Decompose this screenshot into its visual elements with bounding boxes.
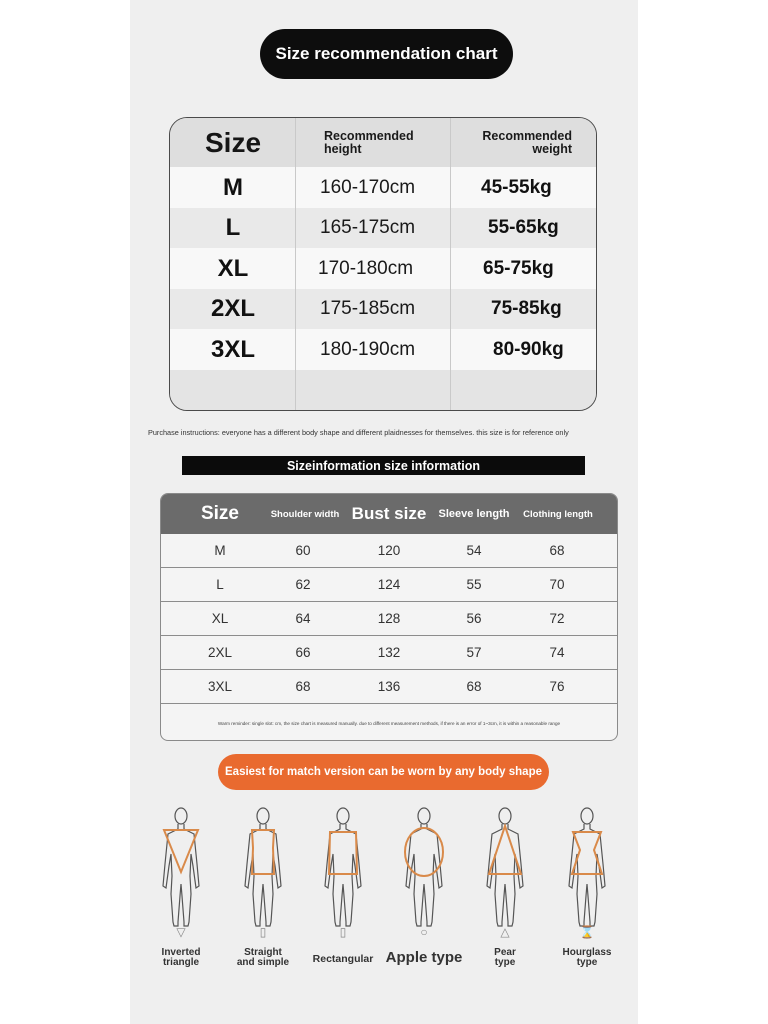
header-bust-size: Bust size: [351, 504, 427, 523]
body-type-label: [465, 948, 545, 968]
body-type-label-line1: Apple type: [385, 949, 463, 966]
size-cell: 3XL: [207, 679, 233, 694]
sleeve-cell: 56: [466, 611, 482, 626]
size-cell: 3XL: [210, 335, 255, 363]
body-figure-icon: [547, 804, 627, 929]
bust-cell: 120: [377, 543, 401, 558]
body-type-label-line1: Hourglass: [562, 947, 612, 958]
height-cell: 180-190cm: [320, 338, 416, 360]
shoulder-cell: 60: [295, 543, 311, 558]
sleeve-cell: 57: [466, 645, 482, 660]
height-cell: 175-185cm: [320, 298, 416, 319]
body-type-label-line2: triangle: [162, 957, 200, 968]
shoulder-cell: 66: [295, 645, 311, 660]
header-clothing-length: Clothing length: [523, 508, 593, 520]
body-type-label: [547, 948, 627, 968]
shape-symbol-icon: ⌛: [579, 925, 595, 939]
body-type-label: [223, 948, 303, 968]
sleeve-cell: 55: [466, 577, 482, 592]
body-figure-icon: [303, 804, 383, 929]
recommendation-empty-row: [170, 370, 596, 411]
shape-symbol-icon: ▯: [339, 925, 347, 939]
body-type-label: [303, 954, 383, 964]
body-type-label-line2: type: [576, 957, 598, 968]
header-shoulder-width: Shoulder width: [270, 508, 340, 520]
body-figure-icon: [141, 804, 221, 929]
body-type-label: [384, 950, 464, 966]
size-information-row: [161, 534, 617, 568]
weight-cell: 65-75kg: [483, 257, 554, 279]
bust-cell: 132: [377, 645, 401, 660]
warm-reminder-note: Warm reminder: single slot: cm, the size chart is measured manually. due to different measurement methods, if there is an error of 1~3cm, it is within a reasonable range: [217, 720, 561, 726]
shoulder-cell: 68: [295, 679, 311, 694]
body-type-apple: [384, 804, 464, 974]
header-weight-line1: Recommended: [482, 128, 572, 143]
body-figure-icon: [465, 804, 545, 929]
body-type-hourglass: [547, 804, 627, 974]
weight-cell: 45-55kg: [481, 176, 552, 198]
size-cell: XL: [211, 611, 229, 626]
body-type-rectangular: [303, 804, 383, 974]
size-cell: L: [216, 577, 224, 592]
clothing-cell: 74: [549, 645, 565, 660]
recommendation-header-row: [170, 118, 596, 167]
purchase-instructions: Purchase instructions: everyone has a different body shape and different plaidnesses for themselves. this size is for reference only: [148, 428, 569, 437]
body-type-pear: [465, 804, 545, 974]
weight-cell: 55-65kg: [488, 217, 559, 238]
bust-cell: 124: [377, 577, 401, 592]
size-information-row: [161, 636, 617, 670]
clothing-cell: 70: [549, 577, 565, 592]
size-information-bar: Sizeinformation size information: [182, 456, 585, 475]
recommendation-row: [170, 329, 596, 370]
body-type-label-line1: Rectangular: [312, 953, 374, 965]
column-divider: [450, 118, 451, 410]
height-cell: 165-175cm: [320, 217, 416, 238]
size-cell: XL: [217, 254, 249, 282]
body-type-label-line2: and simple: [236, 957, 290, 968]
header-height-line1: Recommended: [324, 128, 414, 143]
recommendation-row: [170, 167, 596, 208]
size-cell: L: [225, 214, 241, 241]
body-figure-icon: [384, 804, 464, 929]
shape-symbol-icon: △: [500, 925, 510, 939]
bust-cell: 128: [377, 611, 401, 626]
size-information-row: [161, 602, 617, 636]
sleeve-cell: 54: [466, 543, 482, 558]
size-information-row: [161, 670, 617, 704]
body-type-label-line1: Pear: [494, 947, 516, 958]
size-information-header-row: [161, 494, 617, 534]
size-information-row: [161, 568, 617, 602]
body-figure-icon: [223, 804, 303, 929]
recommendation-row: [170, 208, 596, 248]
clothing-cell: 72: [549, 611, 565, 626]
header-size: Size: [204, 126, 262, 158]
recommendation-row: [170, 248, 596, 289]
header-recommended-weight: [466, 118, 572, 167]
recommendation-row: [170, 289, 596, 329]
shape-symbol-icon: ○: [420, 925, 428, 939]
height-cell: 170-180cm: [318, 257, 414, 279]
clothing-cell: 68: [549, 543, 565, 558]
size-cell: M: [214, 543, 226, 558]
column-divider: [295, 118, 296, 410]
body-type-label-line1: Straight: [244, 947, 282, 958]
body-type-label: [141, 948, 221, 968]
clothing-cell: 76: [549, 679, 565, 694]
bust-cell: 136: [377, 679, 401, 694]
shape-symbol-icon: ▯: [259, 925, 267, 939]
body-type-label-line1: Inverted: [161, 947, 201, 958]
sleeve-cell: 68: [466, 679, 482, 694]
header-recommended-height: [324, 118, 464, 167]
height-cell: 160-170cm: [320, 176, 416, 198]
body-type-label-line2: type: [494, 957, 516, 968]
page-title: Size recommendation chart: [260, 29, 513, 79]
header-weight-line2: weight: [532, 141, 572, 156]
weight-cell: 80-90kg: [493, 338, 564, 360]
size-cell: 2XL: [210, 295, 255, 322]
header-sleeve-length: Sleeve length: [438, 508, 510, 520]
weight-cell: 75-85kg: [491, 298, 562, 319]
header-size: Size: [200, 503, 240, 524]
body-types-banner: Easiest for match version can be worn by any body shape: [218, 754, 549, 790]
body-type-inverted-triangle: [141, 804, 221, 974]
shape-symbol-icon: ▽: [176, 925, 186, 939]
body-type-straight: [223, 804, 303, 974]
size-cell: M: [223, 173, 243, 201]
recommendation-table: [169, 117, 597, 411]
size-cell: 2XL: [207, 645, 233, 660]
shoulder-cell: 64: [295, 611, 311, 626]
header-height-line2: height: [324, 141, 362, 156]
shoulder-cell: 62: [295, 577, 311, 592]
size-information-table: [160, 493, 618, 741]
